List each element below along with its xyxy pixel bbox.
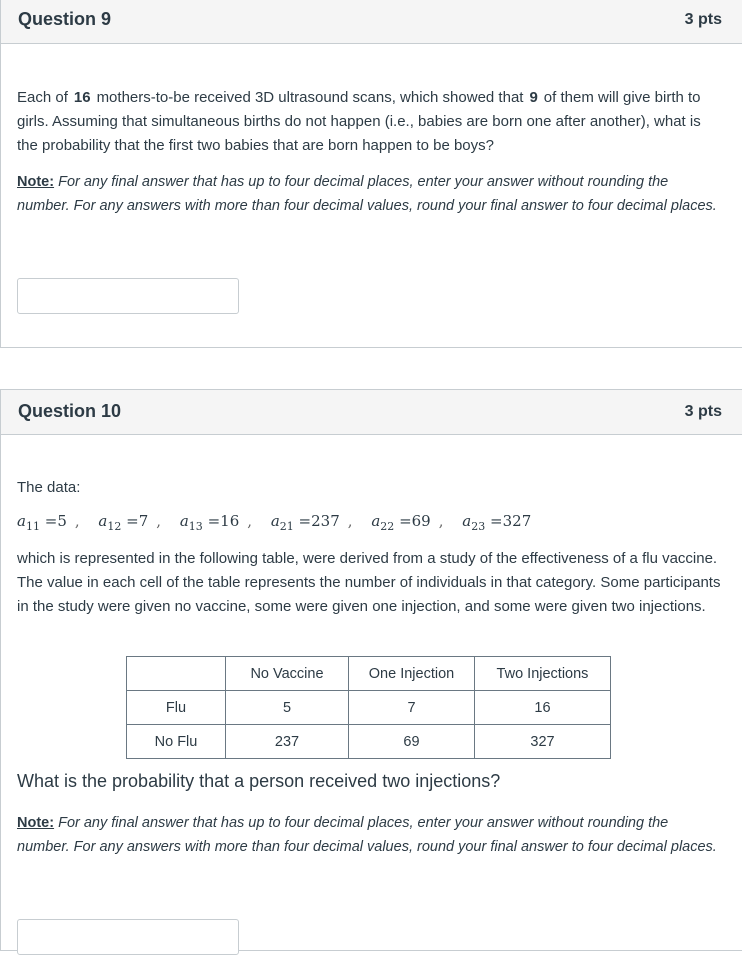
question-10-intro: The data:	[17, 479, 81, 496]
data-equations: $a_{11} =5$ , $a_{12} =7$ , $a_{13} =16$ , $a_{21} =237$ , $a_{22} =69$ , $a_{23} =327$	[17, 512, 532, 533]
question-10-points: 3 pts	[684, 403, 722, 420]
question-9-note: Note: For any final answer that has up to four decimal places, enter your answer without rounding the number. For any answers with more than four decimal values, round your final answer to four decimal places.	[17, 174, 717, 214]
equation-a23: $a_{23} =327$	[462, 512, 532, 533]
question-9-header	[1, 0, 742, 44]
question-9-title: Question 9	[18, 9, 112, 29]
table-cell: 7	[349, 691, 475, 725]
table-cell: 5	[226, 691, 349, 725]
table-row	[127, 691, 611, 725]
equation-a11: $a_{11} =5$	[17, 512, 67, 533]
table-header-cell	[127, 657, 226, 691]
note-label: Note:	[17, 815, 55, 831]
question-9-answer-input[interactable]	[17, 278, 239, 314]
equation-a12: $a_{12} =7$	[98, 512, 149, 533]
flu-vaccine-table	[126, 656, 611, 759]
table-cell: 69	[349, 725, 475, 759]
table-cell: 327	[475, 725, 611, 759]
table-header-cell: No Vaccine	[226, 657, 349, 691]
equation-a13: $a_{13} =16$	[179, 512, 240, 533]
mothers-count: 16	[73, 89, 91, 106]
table-row-label: No Flu	[127, 725, 226, 759]
table-row	[127, 725, 611, 759]
equation-a21: $a_{21} =237$	[270, 512, 340, 533]
question-10-answer-input[interactable]	[17, 919, 239, 955]
question-10-title: Question 10	[18, 401, 122, 421]
question-10-header	[1, 390, 742, 435]
girls-count: 9	[529, 89, 538, 106]
note-label: Note:	[17, 174, 55, 190]
equation-a22: $a_{22} =69$	[371, 512, 431, 533]
table-cell: 16	[475, 691, 611, 725]
question-10-prompt: What is the probability that a person received two injections?	[17, 771, 501, 791]
table-header-cell: Two Injections	[475, 657, 611, 691]
question-10-note: Note: For any final answer that has up to four decimal places, enter your answer without rounding the number. For any answers with more than four decimal values, round your final answer to four decimal places.	[17, 815, 717, 855]
question-9-points: 3 pts	[684, 11, 722, 28]
question-9-text: Each of 16 mothers-to-be received 3D ultrasound scans, which showed that 9 of them will give birth to girls. Assuming that simultaneous births do not happen (i.e., babies are born one after another), what is the probability that the first two babies that are born happen to be boys?	[17, 89, 701, 154]
table-row-label: Flu	[127, 691, 226, 725]
question-10-description: which is represented in the following table, were derived from a study of the effectiveness of a flu vaccine. The value in each cell of the table represents the number of individuals in that category. Some participants in the study were given no vaccine, some were given one injection, and some were given two injections.	[17, 550, 721, 615]
table-header-row	[127, 657, 611, 691]
table-cell: 237	[226, 725, 349, 759]
table-header-cell: One Injection	[349, 657, 475, 691]
